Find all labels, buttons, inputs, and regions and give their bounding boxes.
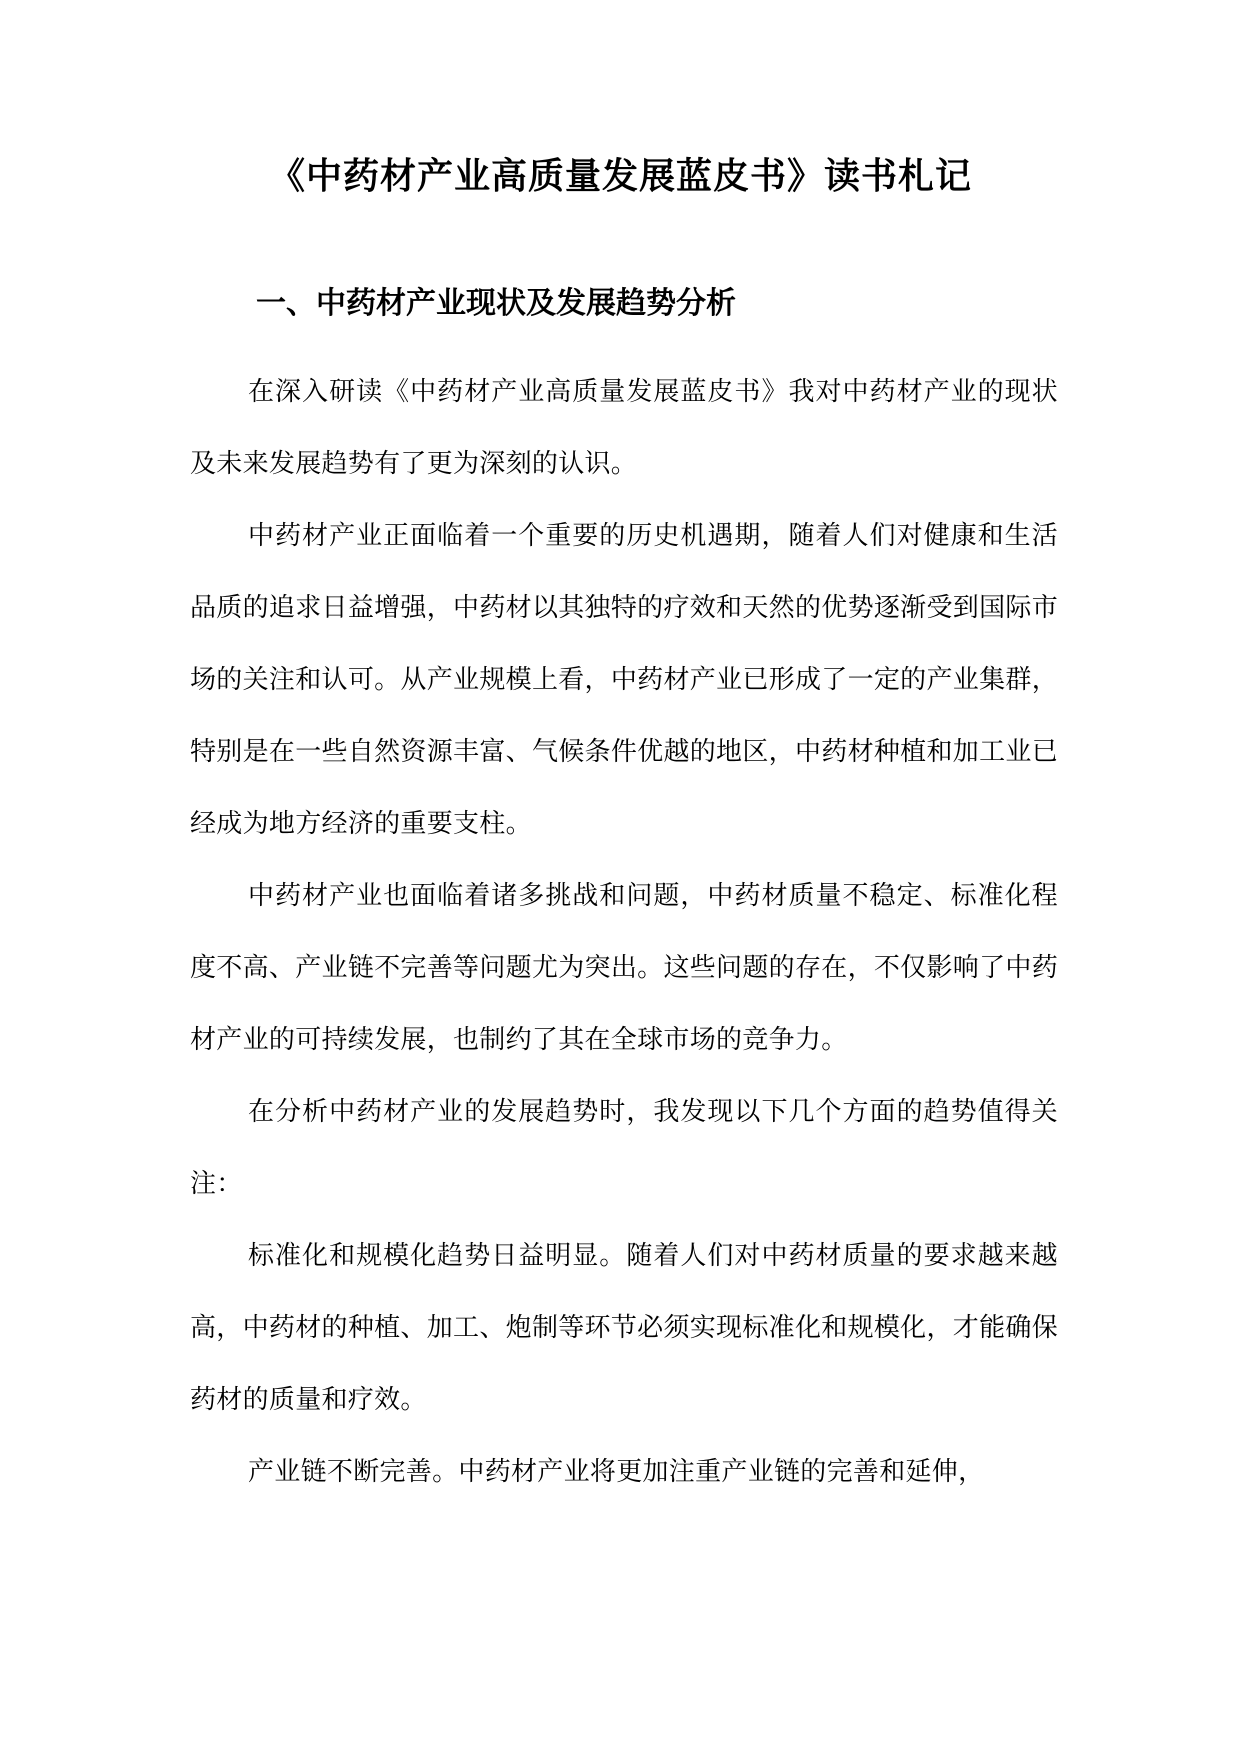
paragraph: 中药材产业正面临着一个重要的历史机遇期，随着人们对健康和生活品质的追求日益增强，中药材以其独特的疗效和天然的优势逐渐受到国际市场的关注和认可。从产业规模上看，中药材产业已形成了一定的产业集群，特别是在一些自然资源丰富、气候条件优越的地区，中药材种植和加工业已经成为地方经济的重要支柱。: [190, 521, 1058, 839]
document-title: 《中药材产业高质量发展蓝皮书》读书札记: [268, 156, 972, 197]
paragraph: 产业链不断完善。中药材产业将更加注重产业链的完善和延伸，: [248, 1457, 985, 1487]
paragraph: 中药材产业也面临着诸多挑战和问题，中药材质量不稳定、标准化程度不高、产业链不完善等问题尤为突出。这些问题的存在，不仅影响了中药材产业的可持续发展，也制约了其在全球市场的竞争力。: [190, 881, 1058, 1055]
body-text: [190, 356, 1058, 1508]
section-heading: 一、中药材产业现状及发展趋势分析: [256, 286, 736, 321]
paragraph: 标准化和规模化趋势日益明显。随着人们对中药材质量的要求越来越高，中药材的种植、加工、炮制等环节必须实现标准化和规模化，才能确保药材的质量和疗效。: [190, 1241, 1058, 1415]
paragraph: 在深入研读《中药材产业高质量发展蓝皮书》我对中药材产业的现状及未来发展趋势有了更为深刻的认识。: [190, 377, 1058, 479]
paragraph: 在分析中药材产业的发展趋势时，我发现以下几个方面的趋势值得关注：: [190, 1097, 1058, 1199]
